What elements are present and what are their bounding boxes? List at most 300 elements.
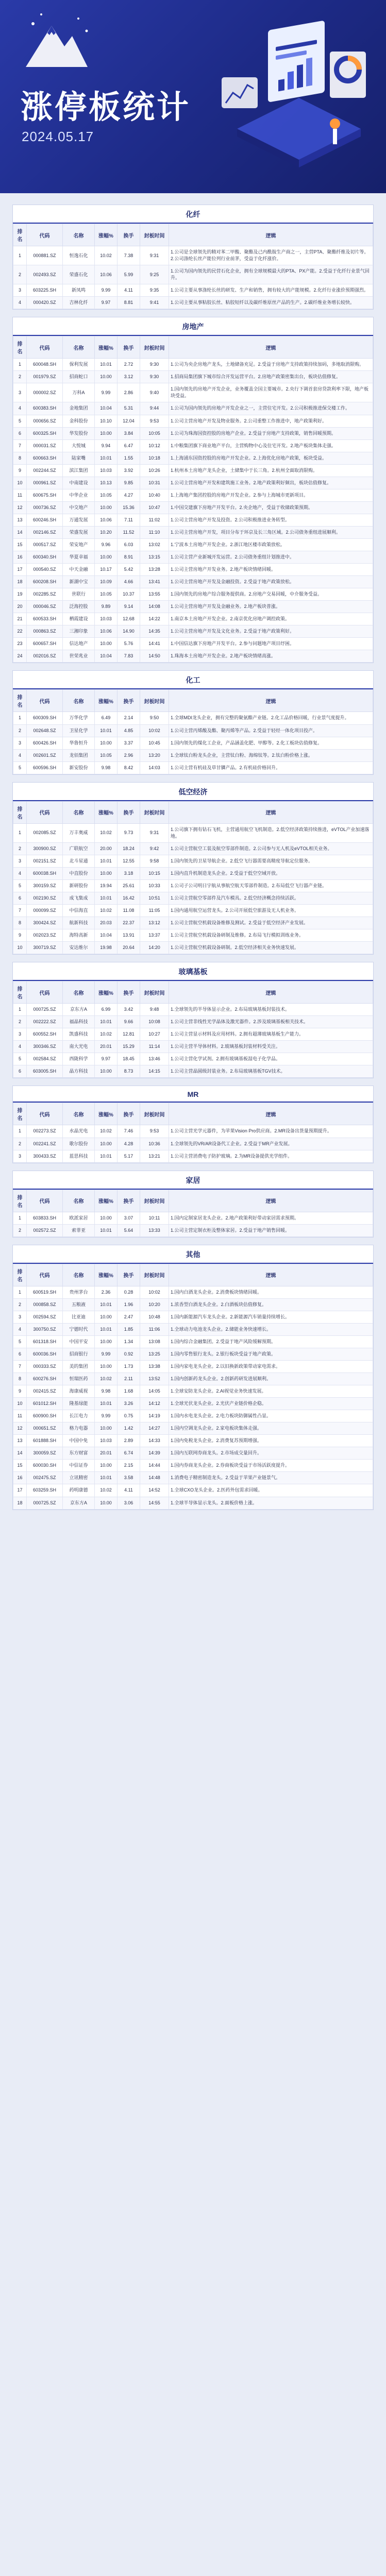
cell-limit-time: 11:10 [140,526,169,538]
cell-logic: 1.公司主营航空机载设备研制及维修。2.布局飞行模拟训练业务。 [169,929,373,942]
cell-rank: 6 [13,892,27,904]
cell-limit-time: 13:28 [140,564,169,576]
table-row [13,297,373,309]
cell-name: 五粮液 [63,1298,95,1311]
table-row [13,1410,373,1422]
stock-table [13,1264,373,1510]
cell-change-pct: 10.02 [95,1373,118,1385]
cell-code: 603005.SH [27,1065,63,1078]
cell-name: 中华企业 [63,489,95,501]
cell-turnover: 9.14 [118,601,140,613]
cell-turnover: 6.03 [118,538,140,551]
sector-section [12,317,374,663]
cell-turnover: 3.84 [118,427,140,439]
cell-name: 索菲亚 [63,1224,95,1236]
table-row [13,1335,373,1348]
cell-turnover: 6.74 [118,1447,140,1460]
cell-name: 中直股份 [63,867,95,879]
cell-limit-time: 10:33 [140,879,169,892]
cell-turnover: 8.91 [118,551,140,564]
cell-logic: 1.公司主营航空机载设备研制。2.低空经济相关业务快速发展。 [169,942,373,954]
cell-rank: 15 [13,538,27,551]
column-header-limit-time: 封板时间 [140,690,169,712]
cell-rank: 4 [13,1041,27,1053]
cell-logic: 1.国内新能源汽车龙头企业。2.新能源汽车销量持续增长。 [169,1311,373,1323]
cell-rank: 2 [13,1224,27,1236]
cell-turnover: 1.42 [118,1422,140,1435]
cell-logic: 1.南京本土房地产开发企业。2.南京优化房地产调控政策。 [169,613,373,625]
cell-code: 000099.SZ [27,905,63,917]
cell-limit-time: 13:46 [140,1053,169,1065]
cell-rank: 24 [13,650,27,663]
cell-name: 比亚迪 [63,1311,95,1323]
cell-logic: 1.浓香型白酒龙头企业。2.白酒板块估值修复。 [169,1298,373,1311]
cell-code: 600325.SH [27,427,63,439]
cell-limit-time: 9:44 [140,402,169,415]
cell-logic: 1.全球半导体显示龙头。2.面板价格上涨。 [169,1497,373,1509]
table-row [13,427,373,439]
cell-rank: 7 [13,439,27,452]
table-row [13,724,373,737]
cell-change-pct: 19.98 [95,942,118,954]
cell-name: 万科A [63,383,95,402]
column-header-rank: 排名 [13,336,27,359]
cell-rank: 23 [13,638,27,650]
table-row [13,439,373,452]
cell-logic: 1.公司主营消费电子防护玻璃。2.为MR设备提供光学组件。 [169,1150,373,1162]
cell-turnover: 16.42 [118,892,140,904]
cell-rank: 2 [13,724,27,737]
sector-section [12,782,374,955]
cell-rank: 1 [13,359,27,371]
cell-limit-time: 9:35 [140,284,169,297]
cell-limit-time: 9:41 [140,297,169,309]
cell-code: 002222.SZ [27,1016,63,1028]
cell-code: 002493.SZ [27,265,63,284]
table-row [13,452,373,464]
cell-logic: 1.公司主营房地产开发及文化业务。2.受益于地产政策利好。 [169,625,373,638]
cell-rank: 18 [13,576,27,588]
table-row [13,1125,373,1138]
cell-rank: 4 [13,749,27,761]
cell-code: 000540.SZ [27,564,63,576]
cell-change-pct: 10.00 [95,737,118,749]
table-row [13,1298,373,1311]
cell-limit-time: 13:38 [140,1361,169,1373]
column-header-code: 代码 [27,690,63,712]
cell-limit-time: 10:11 [140,1212,169,1224]
cell-logic: 1.公司主营房地产开发，项目分布于环京及长三角区域。2.公司债务重组进展顺利。 [169,526,373,538]
cell-limit-time: 10:47 [140,501,169,514]
sector-title: 低空经济 [13,783,373,801]
sector-title: 化工 [13,671,373,689]
table-row [13,712,373,724]
cell-limit-time: 14:03 [140,761,169,774]
cell-code: 300750.SZ [27,1323,63,1335]
cell-limit-time: 10:20 [140,1298,169,1311]
cell-limit-time: 10:31 [140,477,169,489]
cell-logic: 1.公司主营房地产开发及金融投资。2.受益于地产政策放松。 [169,576,373,588]
cell-code: 600208.SH [27,576,63,588]
cell-logic: 1.公司主要从事涤纶长丝的研发、生产和销售，拥有较大的产能规模。2.化纤行业涨价预期强烈。 [169,284,373,297]
cell-turnover: 7.11 [118,514,140,526]
cell-turnover: 3.92 [118,464,140,477]
cell-name: 新安股份 [63,761,95,774]
column-header-limit-time: 封板时间 [140,336,169,359]
cell-code: 600552.SH [27,1028,63,1041]
cell-limit-time: 13:08 [140,1335,169,1348]
cell-code: 000725.SZ [27,1004,63,1016]
cell-name: 欧派家居 [63,1212,95,1224]
column-header-turnover: 换手 [118,690,140,712]
table-row [13,1472,373,1484]
cell-code: 601012.SH [27,1398,63,1410]
cell-name: 贵州茅台 [63,1286,95,1298]
cell-logic: 1.全球安防龙头企业。2.AI视觉业务快速发展。 [169,1385,373,1398]
column-header-name: 名称 [63,224,95,246]
cell-change-pct: 10.04 [95,650,118,663]
sector-section [12,205,374,310]
column-header-turnover: 换手 [118,1190,140,1212]
cell-limit-time: 10:51 [140,892,169,904]
cell-change-pct: 10.01 [95,724,118,737]
cell-rank: 3 [13,383,27,402]
cell-limit-time: 9:50 [140,712,169,724]
cell-code: 002241.SZ [27,1138,63,1150]
cell-name: 中国中免 [63,1435,95,1447]
stock-table [13,981,373,1078]
cell-code: 001979.SZ [27,371,63,383]
cell-code: 002648.SZ [27,724,63,737]
cell-logic: 1.公司为珠海国资控股的房地产企业。2.受益于房地产支持政策，销售回暖预期。 [169,427,373,439]
column-header-name: 名称 [63,801,95,823]
cell-limit-time: 13:02 [140,538,169,551]
cell-code: 002594.SZ [27,1311,63,1323]
cell-limit-time: 9:58 [140,855,169,867]
column-header-rank: 排名 [13,1190,27,1212]
cell-change-pct: 10.06 [95,265,118,284]
table-row [13,1004,373,1016]
table-row [13,1398,373,1410]
cell-logic: 1.公司主营房地产开发及物业服务。2.公司重整工作推进中，地产政策利好。 [169,415,373,427]
cell-rank: 5 [13,879,27,892]
cell-change-pct: 10.01 [95,1323,118,1335]
cell-rank: 5 [13,1335,27,1348]
cell-logic: 1.国内空调龙头企业。2.家电板块集体走强。 [169,1422,373,1435]
cell-turnover: 25.61 [118,879,140,892]
cell-name: 保利发展 [63,359,95,371]
cell-logic: 1.消费电子精密制造龙头。2.受益于苹果产业链景气。 [169,1472,373,1484]
cell-code: 600048.SH [27,359,63,371]
cell-turnover: 9.85 [118,477,140,489]
cell-change-pct: 10.03 [95,464,118,477]
cell-turnover: 4.66 [118,576,140,588]
cell-turnover: 0.92 [118,1348,140,1360]
cell-name: 长江电力 [63,1410,95,1422]
table-row [13,359,373,371]
cell-code: 002273.SZ [27,1125,63,1138]
column-header-turnover: 换手 [118,801,140,823]
column-header-code: 代码 [27,1103,63,1125]
cell-change-pct: 20.01 [95,1041,118,1053]
column-header-name: 名称 [63,1103,95,1125]
cell-name: 西陇科学 [63,1053,95,1065]
cell-turnover: 4.28 [118,1138,140,1150]
cell-change-pct: 10.00 [95,1065,118,1078]
column-header-code: 代码 [27,1190,63,1212]
cell-code: 002475.SZ [27,1472,63,1484]
cell-name: 福晶科技 [63,1016,95,1028]
cell-limit-time: 11:05 [140,905,169,917]
cell-limit-time: 10:36 [140,1138,169,1150]
cell-logic: 1.宁波本土房地产开发企业。2.浙江地区楼市政策放松。 [169,538,373,551]
column-header-turnover: 换手 [118,1264,140,1286]
cell-name: 新凤鸣 [63,284,95,297]
cell-code: 600036.SH [27,1348,63,1360]
cell-change-pct: 9.99 [95,1348,118,1360]
column-header-name: 名称 [63,1190,95,1212]
column-header-turnover: 换手 [118,224,140,246]
cell-logic: 1.全球MDI龙头企业，拥有完整的聚氨酯产业链。2.化工品价格回暖，行业景气度提升。 [169,712,373,724]
cell-turnover: 14.90 [118,625,140,638]
cell-turnover: 3.12 [118,371,140,383]
cell-turnover: 13.91 [118,929,140,942]
cell-rank: 7 [13,905,27,917]
cell-code: 000002.SZ [27,383,63,402]
cell-logic: 1.中粮集团旗下商业地产平台，主营购物中心及住宅开发。2.地产板块集体走强。 [169,439,373,452]
cell-limit-time: 14:20 [140,942,169,954]
column-header-rank: 排名 [13,1264,27,1286]
cell-turnover: 1.34 [118,1335,140,1348]
table-row [13,1422,373,1435]
cell-code: 600900.SH [27,1410,63,1422]
cell-limit-time: 13:25 [140,1348,169,1360]
cell-change-pct: 10.02 [95,905,118,917]
cell-logic: 1.杭州本土房地产龙头企业，土储集中于长三角。2.杭州全面取消限购。 [169,464,373,477]
table-row [13,929,373,942]
cell-change-pct: 10.01 [95,1398,118,1410]
cell-logic: 1.上海浦东国资控股的房地产开发企业。2.上海优化房地产政策，板块受益。 [169,452,373,464]
cell-change-pct: 10.00 [95,1138,118,1150]
cell-change-pct: 10.01 [95,359,118,371]
cell-name: 海特高新 [63,929,95,942]
sector-title: 其他 [13,1245,373,1264]
table-row [13,892,373,904]
cell-turnover: 11.52 [118,526,140,538]
cell-rank: 3 [13,737,27,749]
cell-name: 华鲁恒升 [63,737,95,749]
cell-turnover: 2.72 [118,359,140,371]
cell-logic: 1.国内互联网券商龙头。2.市场成交量回升。 [169,1447,373,1460]
cell-code: 300059.SZ [27,1447,63,1460]
cell-rank: 14 [13,526,27,538]
cell-name: 新湖中宝 [63,576,95,588]
cell-name: 华发股份 [63,427,95,439]
column-header-limit-time: 封板时间 [140,1190,169,1212]
table-row [13,1447,373,1460]
table-row [13,1373,373,1385]
cell-limit-time: 10:48 [140,1311,169,1323]
table-row [13,1150,373,1162]
cell-logic: 1.国内通用航空运营龙头。2.公司开展低空旅游及无人机业务。 [169,905,373,917]
cell-code: 002190.SZ [27,892,63,904]
cell-name: 招商蛇口 [63,371,95,383]
cell-rank: 4 [13,1323,27,1335]
cell-rank: 8 [13,1373,27,1385]
cell-turnover: 2.96 [118,749,140,761]
cell-name: 中国平安 [63,1335,95,1348]
cell-name: 北斗星通 [63,855,95,867]
cell-code: 002151.SZ [27,855,63,867]
cell-code: 603225.SH [27,284,63,297]
cell-change-pct: 10.00 [95,1460,118,1472]
cell-limit-time: 13:41 [140,576,169,588]
cell-turnover: 7.38 [118,246,140,265]
cell-name: 南大光电 [63,1041,95,1053]
cell-rank: 1 [13,246,27,265]
cell-logic: 1.国内领先的房地产综合服务提供商。2.房地产交易回暖，中介服务受益。 [169,588,373,601]
stock-table [13,336,373,663]
table-row [13,489,373,501]
table-row [13,538,373,551]
cell-code: 600657.SH [27,638,63,650]
cell-rank: 17 [13,564,27,576]
cell-code: 000046.SZ [27,601,63,613]
cell-name: 隆基绿能 [63,1398,95,1410]
cell-change-pct: 10.02 [95,1028,118,1041]
cell-code: 000333.SZ [27,1361,63,1373]
cell-limit-time: 9:30 [140,371,169,383]
cell-logic: 1.全球领先的半导体显示企业。2.布局玻璃基板封装技术。 [169,1004,373,1016]
cell-change-pct: 20.03 [95,917,118,929]
table-row [13,1016,373,1028]
cell-name: 广联航空 [63,842,95,855]
cell-change-pct: 10.01 [95,1150,118,1162]
cell-turnover: 5.42 [118,564,140,576]
table-row [13,1484,373,1497]
cell-code: 300433.SZ [27,1150,63,1162]
cell-rank: 16 [13,551,27,564]
cell-turnover: 3.26 [118,1398,140,1410]
column-header-logic: 逻辑 [169,1264,373,1286]
sector-title: 化纤 [13,205,373,224]
cell-rank: 7 [13,1361,27,1373]
cell-code: 000736.SZ [27,501,63,514]
cell-rank: 8 [13,452,27,464]
column-header-logic: 逻辑 [169,690,373,712]
cell-change-pct: 19.94 [95,879,118,892]
cell-name: 龙佰集团 [63,749,95,761]
cell-limit-time: 14:52 [140,1484,169,1497]
cell-change-pct: 10.01 [95,1016,118,1028]
table-row [13,1435,373,1447]
cell-code: 002016.SZ [27,650,63,663]
sector-title: 玻璃基板 [13,962,373,981]
cell-limit-time: 14:08 [140,601,169,613]
cell-rank: 1 [13,1286,27,1298]
cell-name: 荣安地产 [63,538,95,551]
cell-code: 603259.SH [27,1484,63,1497]
cell-change-pct: 2.36 [95,1286,118,1298]
cell-rank: 6 [13,1065,27,1078]
cell-rank: 20 [13,601,27,613]
cell-name: 航新科技 [63,917,95,929]
cell-rank: 14 [13,1447,27,1460]
cell-code: 000031.SZ [27,439,63,452]
cell-name: 万通发展 [63,514,95,526]
cell-turnover: 3.07 [118,1212,140,1224]
cell-rank: 2 [13,265,27,284]
column-header-turnover: 换手 [118,981,140,1004]
cell-code: 300900.SZ [27,842,63,855]
cell-rank: 17 [13,1484,27,1497]
stock-table [13,689,373,774]
cell-change-pct: 10.00 [95,371,118,383]
cell-name: 泛海控股 [63,601,95,613]
cell-code: 000651.SZ [27,1422,63,1435]
cell-turnover: 15.29 [118,1041,140,1053]
cell-change-pct: 10.02 [95,823,118,842]
cell-rank: 3 [13,855,27,867]
cell-code: 002584.SZ [27,1053,63,1065]
column-header-change-pct: 涨幅% [95,1190,118,1212]
cell-code: 000517.SZ [27,538,63,551]
cell-change-pct: 9.99 [95,383,118,402]
cell-turnover: 3.06 [118,1497,140,1509]
sector-title: 家居 [13,1171,373,1190]
cell-name: 恒瑞医药 [63,1373,95,1385]
cell-logic: 1.公司旗下拥有钻石飞机，主营通用航空飞机制造。2.低空经济政策持续推进，eVTOL产业加速落地。 [169,823,373,842]
cell-turnover: 8.42 [118,761,140,774]
cell-limit-time: 10:12 [140,439,169,452]
cell-limit-time: 13:20 [140,749,169,761]
cell-name: 世荣兆业 [63,650,95,663]
cell-change-pct: 9.96 [95,538,118,551]
column-header-logic: 逻辑 [169,336,373,359]
cell-limit-time: 9:31 [140,246,169,265]
cell-name: 海康威视 [63,1385,95,1398]
cell-turnover: 18.24 [118,842,140,855]
cell-limit-time: 14:22 [140,613,169,625]
cell-turnover: 0.28 [118,1286,140,1298]
cell-logic: 1.全球光伏龙头企业。2.光伏产业链价格企稳。 [169,1398,373,1410]
cell-rank: 5 [13,415,27,427]
table-row [13,917,373,929]
cell-limit-time: 14:35 [140,625,169,638]
cell-logic: 1.中国信达旗下房地产开发平台。2.参与问题地产项目纾困。 [169,638,373,650]
cell-name: 蓝思科技 [63,1150,95,1162]
cell-rank: 15 [13,1460,27,1472]
cell-change-pct: 20.01 [95,1447,118,1460]
cell-limit-time: 9:25 [140,265,169,284]
table-row [13,823,373,842]
sector-section [12,670,374,774]
column-header-logic: 逻辑 [169,1103,373,1125]
cell-turnover: 2.14 [118,712,140,724]
cell-logic: 1.国内免税龙头企业。2.消费复苏预期增强。 [169,1435,373,1447]
cell-change-pct: 10.00 [95,501,118,514]
cell-turnover: 1.73 [118,1361,140,1373]
cell-logic: 1.国内家电龙头企业。2.以旧换新政策带动家电需求。 [169,1361,373,1373]
cell-turnover: 12.04 [118,415,140,427]
table-row [13,761,373,774]
cell-turnover: 11.08 [118,905,140,917]
table-row [13,551,373,564]
cell-change-pct: 10.01 [95,1472,118,1484]
cell-code: 000656.SZ [27,415,63,427]
cell-turnover: 8.81 [118,297,140,309]
cell-turnover: 3.37 [118,737,140,749]
